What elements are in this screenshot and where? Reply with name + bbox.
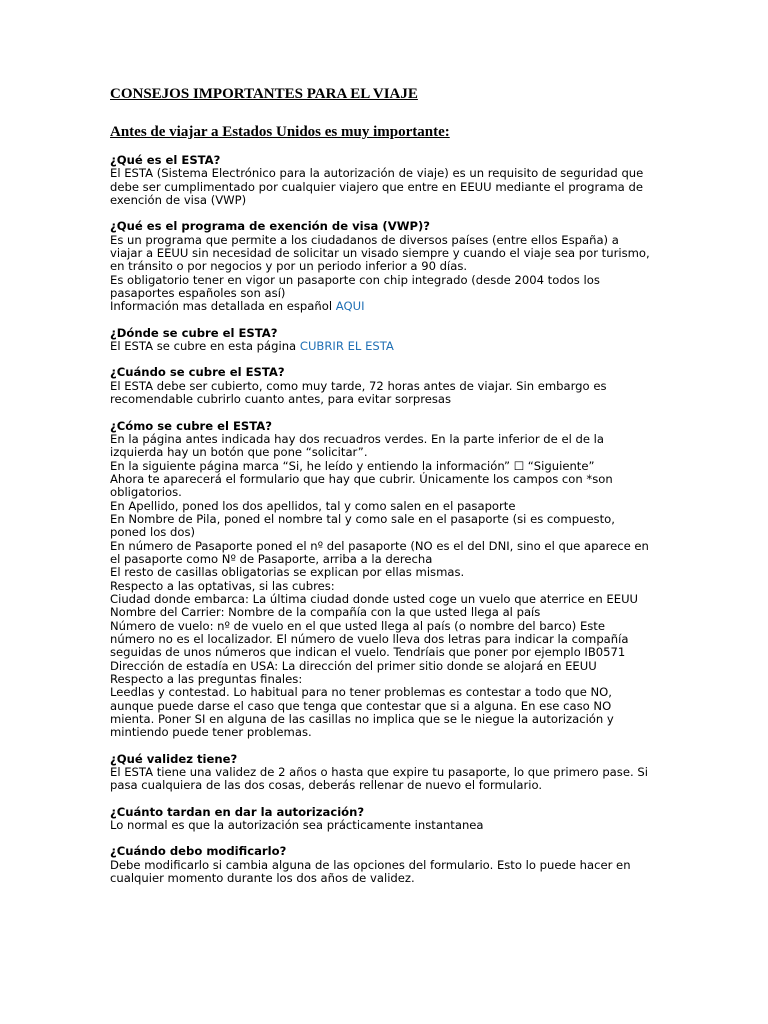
paragraph-line: pasa cualquiera de las dos cosas, deberás rellenar de nuevo el formulario. bbox=[110, 778, 543, 793]
paragraph-line: En la página antes indicada hay dos recuadros verdes. En la parte inferior de el de la bbox=[110, 431, 604, 446]
section-que-es-esta bbox=[110, 154, 658, 207]
section-como-se-cubre bbox=[110, 420, 658, 740]
paragraph-line: mintiendo puede tener problemas. bbox=[110, 725, 312, 740]
paragraph-line: En Nombre de Pila, poned el nombre tal y como sale en el pasaporte (si es compuesto, bbox=[110, 511, 615, 526]
paragraph-line: izquierda hay un botón que pone “solicitar”. bbox=[110, 445, 368, 460]
paragraph-line: viajar a EEUU sin necesidad de solicitar un visado siempre y cuando el viaje sea por turismo, bbox=[110, 246, 650, 261]
link-prefix: Información mas detallada en español bbox=[110, 299, 336, 314]
paragraph-line: Dirección de estadía en USA: La dirección del primer sitio donde se alojará en EEUU bbox=[110, 658, 597, 673]
paragraph-line-with-link bbox=[110, 340, 658, 353]
paragraph-line: mienta. Poner SI en alguna de las casillas no implica que se le niegue la autorización y bbox=[110, 712, 614, 727]
paragraph-line: En Apellido, poned los dos apellidos, tal y como salen en el pasaporte bbox=[110, 498, 516, 513]
aqui-link[interactable]: AQUI bbox=[335, 299, 365, 314]
question-heading: ¿Cómo se cubre el ESTA? bbox=[110, 418, 272, 433]
paragraph-line: En la siguiente página marca “Si, he leído y entiendo la información” ☐ “Siguiente” bbox=[110, 458, 595, 473]
question-heading: ¿Cuándo se cubre el ESTA? bbox=[110, 365, 285, 380]
paragraph-line: Número de vuelo: nº de vuelo en el que usted llega al país (o nombre del barco) Este bbox=[110, 618, 605, 633]
paragraph-line: En número de Pasaporte poned el nº del pasaporte (NO es el del DNI, sino el que aparece en bbox=[110, 538, 649, 553]
paragraph-line: el pasaporte como Nº de Pasaporte, arriba a la derecha bbox=[110, 551, 433, 566]
paragraph-line: El ESTA tiene una validez de 2 años o hasta que expire tu pasaporte, lo que primero pase. Si bbox=[110, 765, 648, 780]
paragraph-line: Respecto a las optativas, si las cubres: bbox=[110, 578, 335, 593]
paragraph-line: Leedlas y contestad. Lo habitual para no tener problemas es contestar a todo que NO, bbox=[110, 685, 612, 700]
paragraph-line: poned los dos) bbox=[110, 525, 196, 540]
section-programa-vwp bbox=[110, 220, 658, 313]
section-cuanto-tardan bbox=[110, 806, 658, 833]
document-subtitle: Antes de viajar a Estados Unidos es muy importante: bbox=[110, 124, 450, 140]
paragraph-line: en tránsito o por negocios y por un periodo inferior a 90 días. bbox=[110, 259, 468, 274]
question-heading: ¿Qué es el programa de exención de visa (VWP)? bbox=[110, 219, 430, 234]
section-donde-se-cubre bbox=[110, 327, 658, 354]
document-title: CONSEJOS IMPORTANTES PARA EL VIAJE bbox=[110, 86, 418, 102]
section-que-validez bbox=[110, 753, 658, 793]
section-cuando-modificar bbox=[110, 845, 658, 885]
question-heading: ¿Qué es el ESTA? bbox=[110, 153, 221, 167]
question-heading: ¿Cuándo debo modificarlo? bbox=[110, 844, 287, 859]
paragraph-line: número no es el localizador. El número de vuelo lleva dos letras para indicar la compañía bbox=[110, 632, 629, 646]
paragraph-line: Respecto a las preguntas finales: bbox=[110, 672, 303, 687]
paragraph-line: cualquier momento durante los dos años de validez. bbox=[110, 871, 415, 886]
paragraph-line-with-link bbox=[110, 300, 658, 313]
paragraph-line: Debe modificarlo si cambia alguna de las opciones del formulario. Esto lo puede hacer en bbox=[110, 857, 631, 872]
paragraph-line: Ciudad donde embarca: La última ciudad donde usted coge un vuelo que aterrice en EEUU bbox=[110, 591, 639, 606]
section-cuando-se-cubre bbox=[110, 366, 658, 406]
paragraph-line: pasaportes españoles son así) bbox=[110, 286, 286, 301]
paragraph-line: aunque puede darse el caso que tenga que contestar que si a alguna. En ese caso NO bbox=[110, 698, 612, 713]
question-heading: ¿Qué validez tiene? bbox=[110, 751, 238, 766]
paragraph-line: El ESTA debe ser cubierto, como muy tarde, 72 horas antes de viajar. Sin embargo es bbox=[110, 378, 607, 393]
paragraph-line: debe ser cumplimentado por cualquier viajero que entre en EEUU mediante el programa de bbox=[110, 179, 643, 194]
paragraph-line: Es un programa que permite a los ciudadanos de diversos países (entre ellos España) a bbox=[110, 232, 619, 247]
document-page bbox=[110, 85, 658, 899]
paragraph-line: recomendable cubrirlo cuanto antes, para evitar sorpresas bbox=[110, 392, 452, 407]
paragraph-line: exención de visa (VWP) bbox=[110, 193, 247, 208]
paragraph-line: Nombre del Carrier: Nombre de la compañía con la que usted llega al país bbox=[110, 605, 541, 620]
link-prefix: El ESTA se cubre en esta página bbox=[110, 339, 300, 354]
paragraph-line: seguidas de unos números que indican el vuelo. Tendríais que poner por ejemplo IB0571 bbox=[110, 645, 626, 660]
question-heading: ¿Cuánto tardan en dar la autorización? bbox=[110, 804, 365, 819]
paragraph-line: El ESTA (Sistema Electrónico para la autorización de viaje) es un requisito de seguridad que bbox=[110, 166, 644, 181]
paragraph-line: Lo normal es que la autorización sea prácticamente instantanea bbox=[110, 818, 484, 833]
paragraph-line: Es obligatorio tener en vigor un pasaporte con chip integrado (desde 2004 todos los bbox=[110, 272, 600, 287]
cubrir-el-esta-link[interactable]: CUBRIR EL ESTA bbox=[299, 339, 394, 354]
paragraph-line: Ahora te aparecerá el formulario que hay que cubrir. Únicamente los campos con *son bbox=[110, 471, 613, 486]
paragraph-line: El resto de casillas obligatorias se explican por ellas mismas. bbox=[110, 565, 465, 580]
question-heading: ¿Dónde se cubre el ESTA? bbox=[110, 325, 278, 340]
paragraph-line: obligatorios. bbox=[110, 485, 182, 500]
